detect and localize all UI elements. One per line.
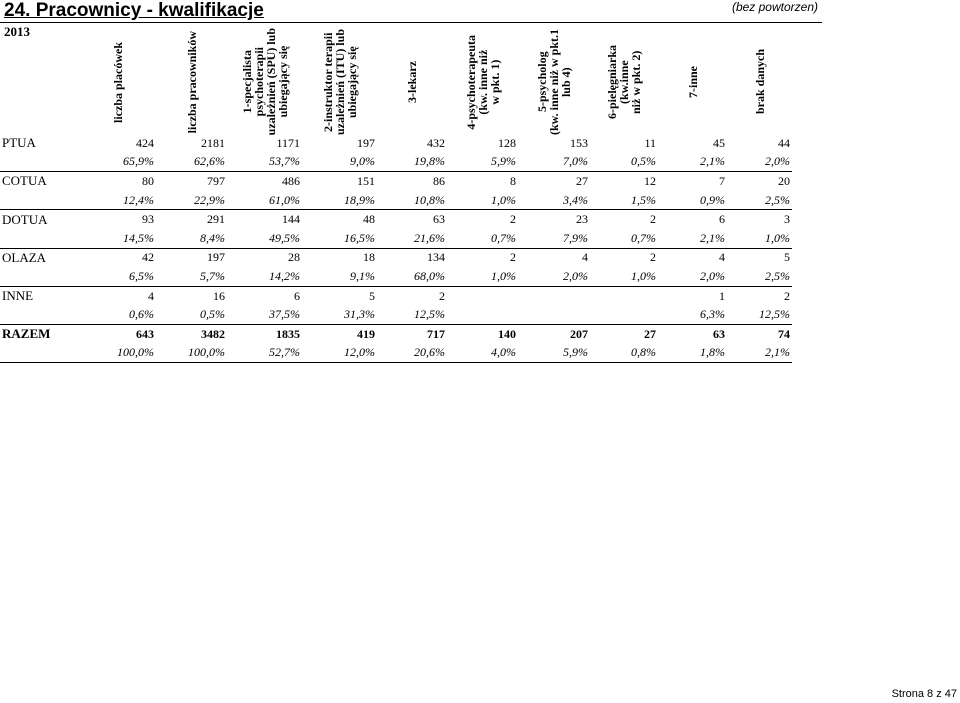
column-header — [377, 30, 447, 134]
column-header-label: 2-instruktor terapii uzależnień (ITU) lub ubiegający się — [320, 29, 359, 136]
report-year: 2013 — [4, 24, 30, 39]
percent-cell: 19,8% — [377, 153, 447, 172]
percent-cell: 52,7% — [227, 344, 302, 363]
count-cell: 424 — [136, 135, 154, 150]
percent-cell: 12,5% — [377, 305, 447, 324]
count-cell: 4 — [719, 250, 725, 265]
row-label-empty — [0, 267, 80, 286]
row-label: OLAZA — [2, 249, 47, 265]
table-row — [0, 172, 792, 191]
percent-cell — [590, 305, 658, 324]
percent-cell: 8,4% — [156, 229, 227, 248]
column-header-label: brak danych — [752, 49, 767, 115]
percent-cell: 0,7% — [447, 229, 518, 248]
count-cell: 419 — [357, 326, 375, 341]
count-cell: 1 — [719, 288, 725, 303]
page-title: 24. Pracownicy - kwalifikacje — [4, 0, 264, 21]
table-row-percent — [0, 305, 792, 324]
percent-cell: 62,6% — [156, 153, 227, 172]
percent-cell — [447, 305, 518, 324]
percent-cell: 1,8% — [658, 344, 727, 363]
column-header — [590, 30, 658, 134]
count-cell: 7 — [719, 173, 725, 188]
count-cell: 486 — [282, 173, 300, 188]
count-cell: 2181 — [201, 135, 225, 150]
column-header — [80, 30, 156, 134]
percent-cell: 10,8% — [377, 191, 447, 210]
row-label-empty — [0, 153, 80, 172]
count-cell: 48 — [363, 212, 375, 227]
percent-cell: 14,5% — [80, 229, 156, 248]
header-divider — [0, 22, 822, 23]
count-cell: 86 — [433, 173, 445, 188]
count-cell: 20 — [778, 173, 790, 188]
percent-cell: 12,4% — [80, 191, 156, 210]
percent-cell: 65,9% — [80, 153, 156, 172]
count-cell: 5 — [369, 288, 375, 303]
percent-cell: 2,0% — [658, 267, 727, 286]
percent-cell: 2,0% — [518, 267, 590, 286]
percent-cell: 2,1% — [727, 344, 792, 363]
percent-cell: 16,5% — [302, 229, 377, 248]
percent-cell: 0,6% — [80, 305, 156, 324]
percent-cell: 7,0% — [518, 153, 590, 172]
count-cell: 23 — [576, 212, 588, 227]
column-header-label: 7-inne — [685, 65, 700, 98]
row-label-empty — [0, 305, 80, 324]
column-header-label: 3-lekarz — [405, 61, 419, 103]
percent-cell — [518, 305, 590, 324]
percent-cell: 0,9% — [658, 191, 727, 210]
count-cell: 3482 — [201, 326, 225, 341]
column-header-label: 6-pielęgniarka (kw.inne niż w pkt. 2) — [605, 45, 643, 119]
column-header — [658, 30, 727, 134]
table-row-percent — [0, 229, 792, 248]
percent-cell: 5,9% — [447, 153, 518, 172]
percent-cell: 12,5% — [727, 305, 792, 324]
header-note: (bez powtorzen) — [731, 0, 818, 14]
count-cell: 3 — [784, 212, 790, 227]
count-cell: 207 — [570, 326, 588, 341]
percent-cell: 0,8% — [590, 344, 658, 363]
percent-cell: 4,0% — [447, 344, 518, 363]
column-header — [447, 30, 518, 134]
count-cell: 197 — [207, 250, 225, 265]
percent-cell: 6,3% — [658, 305, 727, 324]
percent-cell: 21,6% — [377, 229, 447, 248]
row-label: RAZEM — [2, 326, 51, 342]
row-label-empty — [0, 344, 80, 363]
count-cell: 432 — [427, 135, 445, 150]
table-row — [0, 134, 792, 153]
percent-cell: 37,5% — [227, 305, 302, 324]
count-cell: 2 — [510, 212, 516, 227]
percent-cell: 1,0% — [590, 267, 658, 286]
count-cell: 153 — [570, 135, 588, 150]
column-header-label: 5-psycholog (kw. inne niż w pkt.1 lub 4) — [535, 28, 573, 136]
count-cell: 128 — [498, 135, 516, 150]
table-row-percent — [0, 191, 792, 210]
table-row — [0, 286, 792, 305]
percent-cell: 1,5% — [590, 191, 658, 210]
count-cell: 140 — [498, 326, 516, 341]
count-cell: 6 — [719, 212, 725, 227]
percent-cell: 61,0% — [227, 191, 302, 210]
count-cell: 11 — [644, 135, 656, 150]
page-number: Strona 8 z 47 — [891, 688, 957, 700]
row-label: INNE — [2, 288, 34, 304]
column-header — [302, 30, 377, 134]
percent-cell: 14,2% — [227, 267, 302, 286]
count-cell: 1835 — [276, 326, 300, 341]
count-cell: 291 — [207, 212, 225, 227]
count-cell: 2 — [650, 212, 656, 227]
row-label: COTUA — [2, 173, 47, 189]
count-cell: 2 — [510, 250, 516, 265]
count-cell: 28 — [288, 250, 300, 265]
percent-cell: 3,4% — [518, 191, 590, 210]
column-header-label: 1-specjalista psychoterapii uzależnień (SPU) lub ubiegający się — [239, 28, 290, 136]
percent-cell: 9,0% — [302, 153, 377, 172]
percent-cell: 0,7% — [590, 229, 658, 248]
count-cell: 5 — [784, 250, 790, 265]
count-cell: 80 — [142, 173, 154, 188]
count-cell: 2 — [784, 288, 790, 303]
percent-cell: 2,1% — [658, 153, 727, 172]
percent-cell: 2,1% — [658, 229, 727, 248]
percent-cell: 2,0% — [727, 153, 792, 172]
column-header — [156, 30, 227, 134]
percent-cell: 7,9% — [518, 229, 590, 248]
count-cell: 4 — [582, 250, 588, 265]
column-header — [227, 30, 302, 134]
percent-cell: 5,7% — [156, 267, 227, 286]
column-header-label: liczba placówek — [111, 41, 125, 123]
percent-cell: 53,7% — [227, 153, 302, 172]
count-cell: 717 — [427, 326, 445, 341]
percent-cell: 12,0% — [302, 344, 377, 363]
percent-cell: 1,0% — [727, 229, 792, 248]
percent-cell: 2,5% — [727, 267, 792, 286]
count-cell: 93 — [142, 212, 154, 227]
percent-cell: 5,9% — [518, 344, 590, 363]
percent-cell: 100,0% — [80, 344, 156, 363]
count-cell: 18 — [363, 250, 375, 265]
table-row-percent — [0, 153, 792, 172]
count-cell: 63 — [713, 326, 725, 341]
row-label-empty — [0, 191, 80, 210]
count-cell — [590, 286, 658, 305]
count-cell: 1171 — [276, 135, 300, 150]
table-row-percent — [0, 344, 792, 363]
column-header-label: liczba pracowników — [184, 30, 199, 134]
table-row — [0, 210, 792, 229]
percent-cell: 68,0% — [377, 267, 447, 286]
percent-cell: 0,5% — [156, 305, 227, 324]
table-row-percent — [0, 267, 792, 286]
count-cell — [518, 286, 590, 305]
percent-cell: 20,6% — [377, 344, 447, 363]
count-cell: 2 — [650, 250, 656, 265]
count-cell: 6 — [294, 288, 300, 303]
count-cell: 797 — [207, 173, 225, 188]
count-cell: 2 — [439, 288, 445, 303]
percent-cell: 31,3% — [302, 305, 377, 324]
column-header — [518, 30, 590, 134]
percent-cell: 0,5% — [590, 153, 658, 172]
count-cell: 27 — [576, 173, 588, 188]
count-cell: 74 — [778, 326, 790, 341]
count-cell: 45 — [713, 135, 725, 150]
percent-cell: 1,0% — [447, 191, 518, 210]
count-cell: 8 — [510, 173, 516, 188]
row-label-empty — [0, 229, 80, 248]
percent-cell: 100,0% — [156, 344, 227, 363]
percent-cell: 18,9% — [302, 191, 377, 210]
count-cell: 12 — [644, 173, 656, 188]
table-row — [0, 324, 792, 343]
count-cell: 42 — [142, 250, 154, 265]
percent-cell: 49,5% — [227, 229, 302, 248]
count-cell: 16 — [213, 288, 225, 303]
count-cell: 134 — [427, 250, 445, 265]
count-cell — [447, 286, 518, 305]
row-label: DOTUA — [2, 211, 48, 227]
percent-cell: 2,5% — [727, 191, 792, 210]
table-row — [0, 248, 792, 267]
count-cell: 63 — [433, 212, 445, 227]
count-cell: 197 — [357, 135, 375, 150]
count-cell: 643 — [136, 326, 154, 341]
row-label: PTUA — [2, 135, 36, 151]
qualifications-table — [0, 134, 792, 363]
percent-cell: 6,5% — [80, 267, 156, 286]
percent-cell: 9,1% — [302, 267, 377, 286]
column-header — [727, 30, 792, 134]
count-cell: 144 — [282, 212, 300, 227]
percent-cell: 22,9% — [156, 191, 227, 210]
percent-cell: 1,0% — [447, 267, 518, 286]
count-cell: 44 — [778, 135, 790, 150]
count-cell: 4 — [148, 288, 154, 303]
column-header-label: 4-psychoterapeuta (kw. inne niż w pkt. 1) — [463, 34, 502, 130]
count-cell: 151 — [357, 173, 375, 188]
count-cell: 27 — [644, 326, 656, 341]
